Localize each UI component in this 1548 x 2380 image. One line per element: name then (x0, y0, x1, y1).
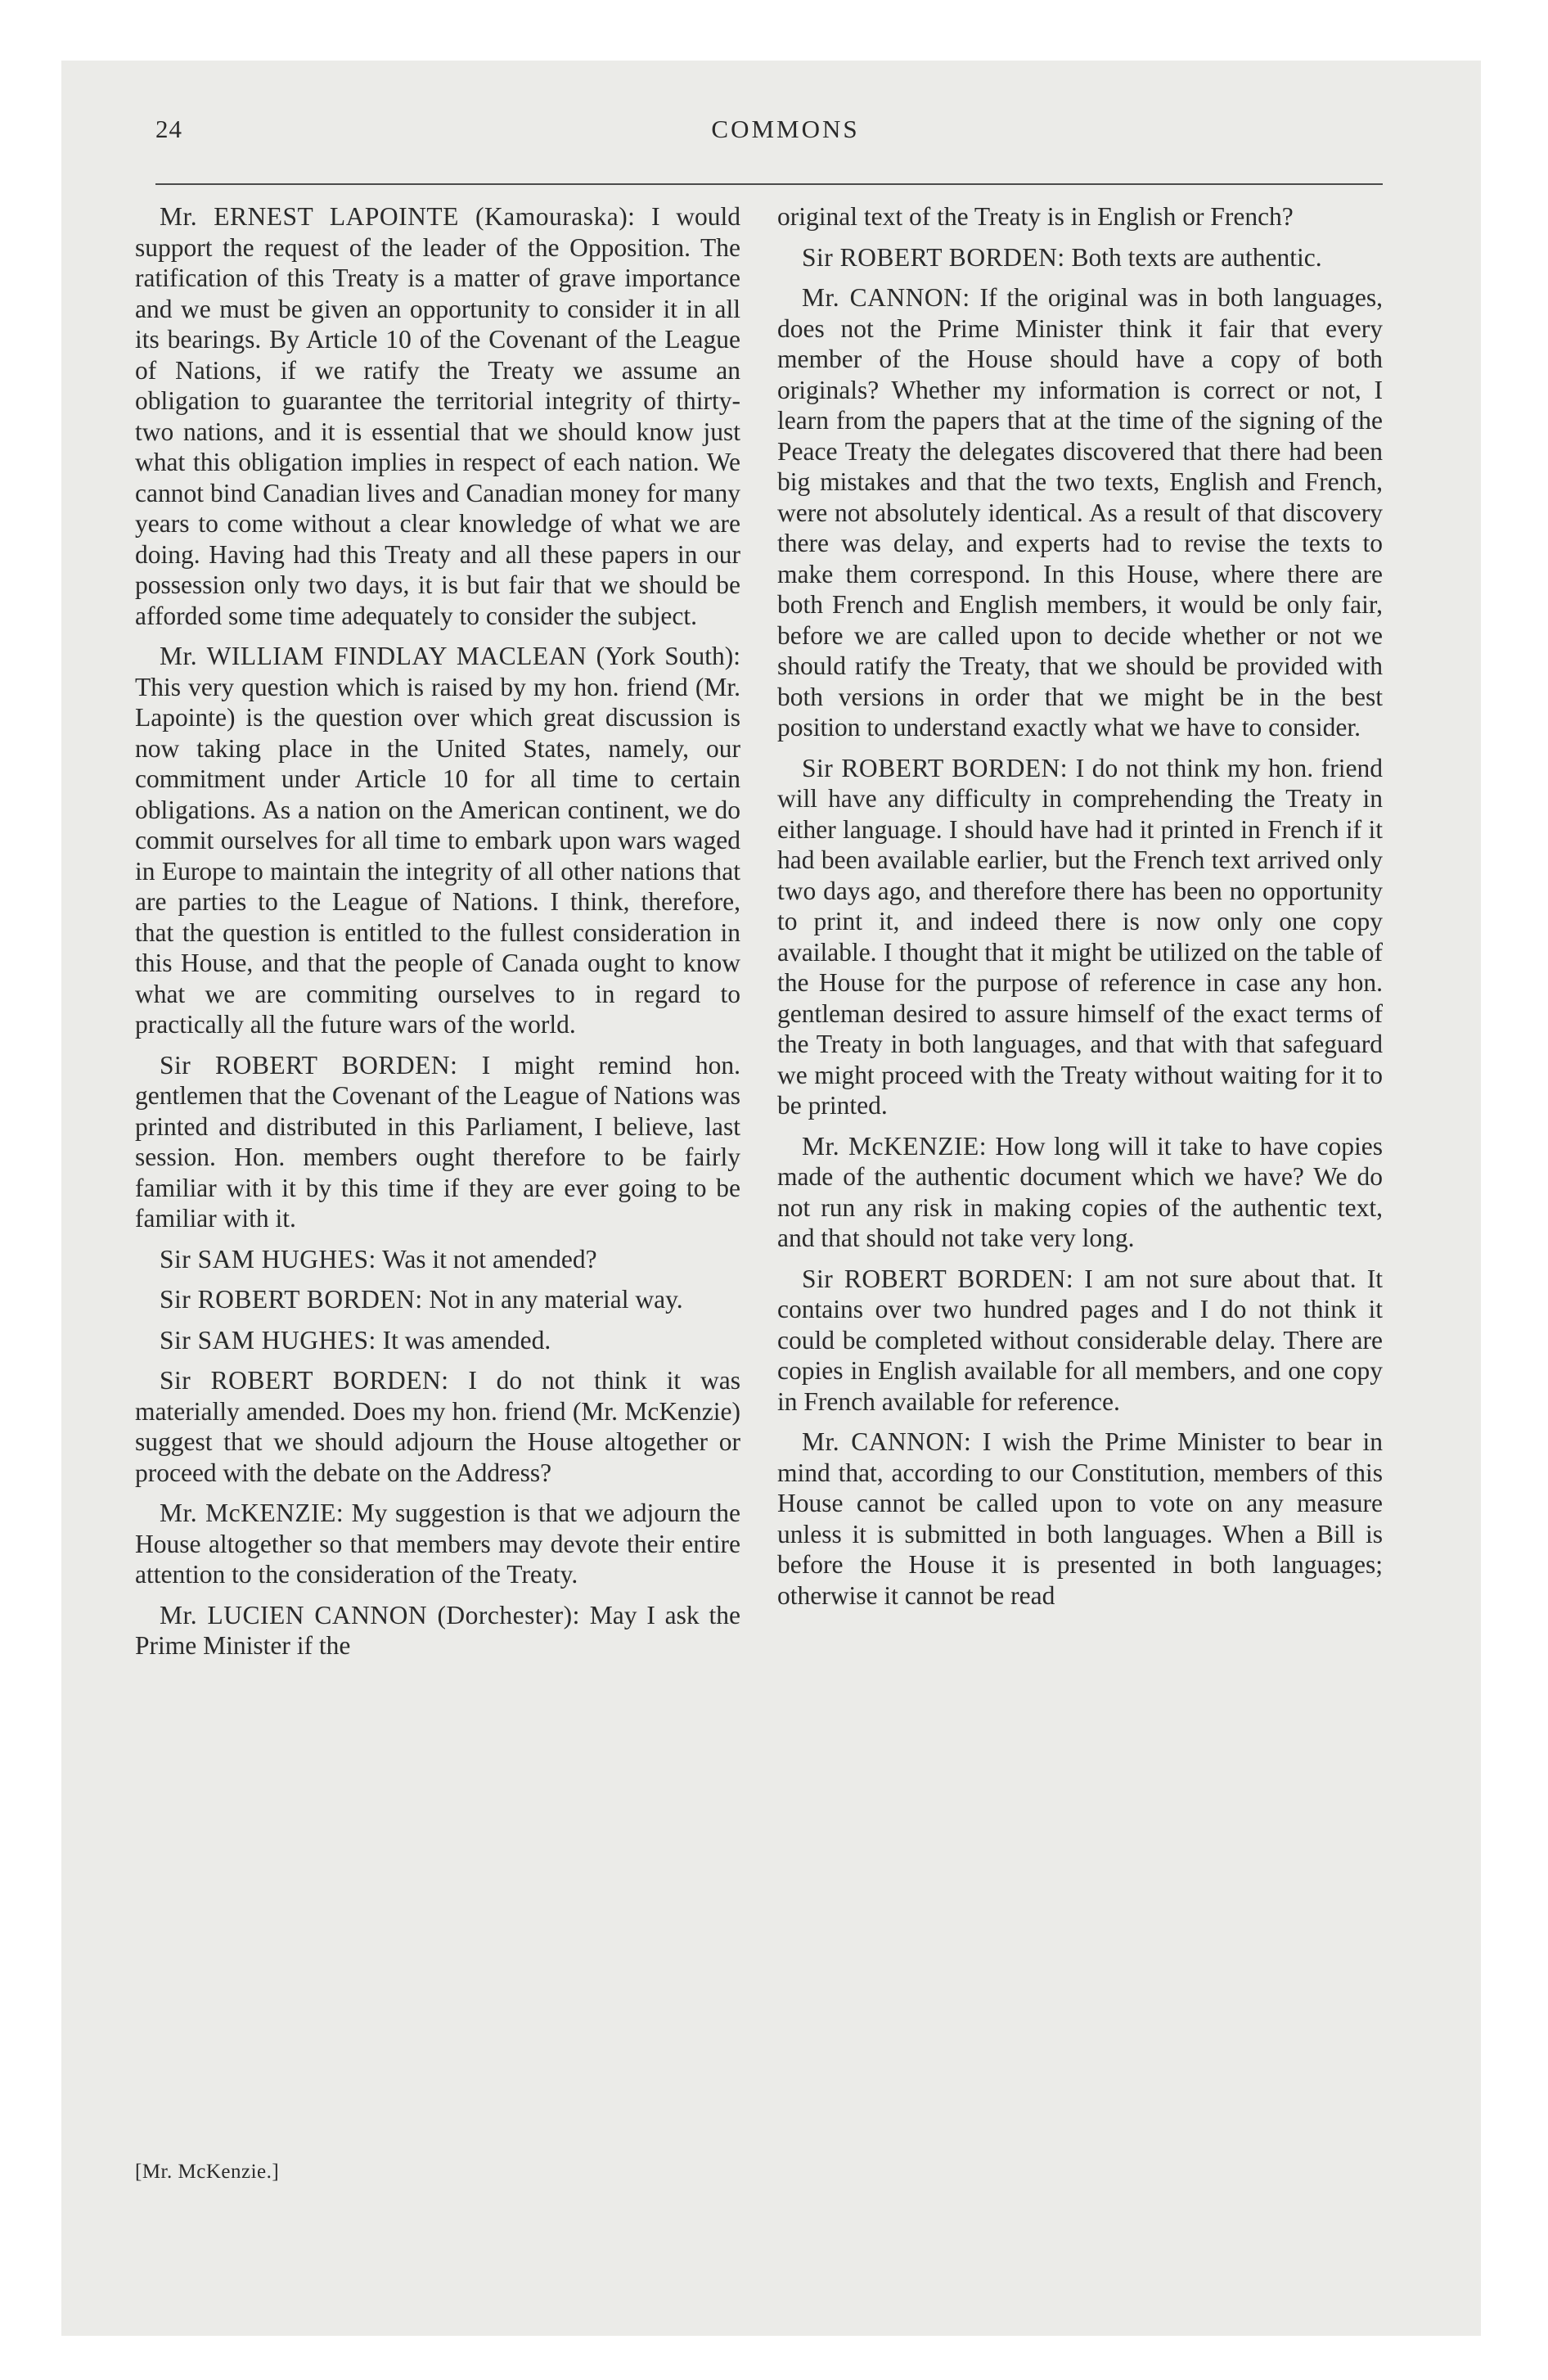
speech-text: Both texts are authentic. (1071, 242, 1322, 272)
header-rule (155, 183, 1383, 185)
speaker-name: Mr. McKENZIE: (160, 1499, 344, 1527)
paragraph (135, 1284, 740, 1315)
paragraph (777, 242, 1383, 273)
speech-text: original text of the Treaty is in English or French? (777, 202, 1294, 231)
speech-text: I wish the Prime Minister to bear in mind that, according to our Constitution, members of this House cannot be called upon to vote on any measure unless it is submitted in both languages. When a Bill is before the House it is presented in both languages; otherwise it cannot be read (777, 1427, 1384, 1610)
speaker-name: Mr. ERNEST LAPOINTE (Kamouraska): (160, 202, 636, 231)
paragraph (135, 641, 740, 1040)
speech-text: I would support the request of the leader of the Opposition. The ratification of this Treaty is a matter of grave importance and we must be given an opportunity to consider it in all its bearings. By Article 10 of the Covenant of the League of Nations, if we ratify the Treaty we assume an obligation to guarantee the territorial integrity of thirty-two nations, and it is essential that we should know just what this obligation implies in respect of each nation. We cannot bind Canadian lives and Canadian money for many years to come without a clear knowledge of what we are doing. Having had this Treaty and all these papers in our possession only two days, it is but fair that we should be afforded some time adequately to consider the subject. (135, 202, 740, 630)
running-head: COMMONS (711, 115, 860, 143)
speech-text: May I ask the Prime Minister if the (135, 1600, 740, 1660)
speech-text: I do not think my hon. friend will have any difficulty in comprehending the Treaty in either language. I should have had it printed in French if it had been available earlier, but the French text arrived only two days ago, and therefore there has been no opportunity to print it, and indeed there is now only one copy available. I thought that it might be utilized on the table of the House for the purpose of reference in case any hon. gentleman desired to assure himself of the exact terms of the Treaty in both languages, and that with that safeguard we might proceed with the Treaty without waiting for it to be printed. (777, 753, 1383, 1120)
speaker-name: Mr. CANNON: (802, 1427, 972, 1456)
paragraph (135, 1050, 740, 1234)
speech-text: How long will it take to have copies made of the authentic document which we have? We do not run any risk in making copies of the authentic text, and that should not take very long. (777, 1131, 1384, 1252)
speech-text: I might remind hon. gentlemen that the Covenant of the League of Nations was printed and distributed in this Parliament, I believe, last session. Hon. members ought therefore to be fairly familiar with it by this time if they are ever going to be familiar with it. (135, 1050, 741, 1233)
paragraph (777, 1264, 1383, 1418)
speech-text: I am not sure about that. It contains over two hundred pages and I do not think it could be completed without considerable delay. There are copies in English available for all members, and one copy in French available for reference. (777, 1264, 1383, 1416)
speaker-name: Sir ROBERT BORDEN: (802, 242, 1065, 272)
paragraph (777, 753, 1383, 1121)
paragraph (135, 1498, 740, 1590)
speaker-name: Mr. CANNON: (802, 283, 970, 312)
speaker-name: Sir ROBERT BORDEN: (802, 753, 1069, 782)
speaker-name: Sir ROBERT BORDEN: (160, 1050, 458, 1080)
speaker-name: Mr. LUCIEN CANNON (Dorchester): (160, 1600, 580, 1629)
paragraph (777, 201, 1383, 232)
left-column (135, 201, 740, 1671)
paragraph (135, 201, 740, 631)
speech-text: My suggestion is that we adjourn the House altogether so that members may devote their entire attention to the consideration of the Treaty. (135, 1499, 740, 1589)
speaker-name: Sir ROBERT BORDEN: (160, 1366, 449, 1395)
speech-text: (York South): This very question which is raised by my hon. friend (Mr. Lapointe) is the question over which great discussion is now taking place in the United States, namely, our commitment under Article 10 for all time to certain obligations. As a nation on the American continent, we do commit ourselves for all time to embark upon wars waged in Europe to maintain the integrity of all other nations that are parties to the League of Nations. I think, therefore, that the question is entitled to the fullest consideration in this House, and that the people of Canada ought to know what we are commiting ourselves to in regard to practically all the future wars of the world. (135, 642, 741, 1039)
speech-text: Was it not amended? (382, 1244, 597, 1273)
speech-text: If the original was in both languages, does not the Prime Minister think it fair that every member of the House should have a copy of both originals? Whether my information is correct or not, I learn from the papers that at the time of the signing of the Peace Treaty the delegates discovered that there had been big mistakes and that the two texts, English and French, were not absolutely identical. As a result of that discovery there was delay, and experts had to revise the texts to make them correspond. In this House, where there are both French and English members, it would be only fair, before we are called upon to decide whether or not we should ratify the Treaty, that we should be provided with both versions in order that we might be in the best position to understand exactly what we have to consider. (777, 283, 1384, 741)
paragraph (135, 1325, 740, 1356)
speaker-name: Mr. WILLIAM FINDLAY MACLEAN (160, 642, 587, 670)
right-column (777, 201, 1383, 1620)
speech-text: Not in any material way. (429, 1285, 683, 1314)
speaker-name: Mr. McKENZIE: (802, 1131, 988, 1161)
speaker-name: Sir ROBERT BORDEN: (802, 1264, 1074, 1293)
paragraph (777, 1131, 1383, 1254)
speech-text: It was amended. (382, 1325, 551, 1355)
paragraph (135, 1365, 740, 1488)
speaker-name: Sir SAM HUGHES: (160, 1325, 376, 1355)
page-header (155, 115, 1383, 156)
paragraph (777, 1427, 1383, 1611)
footer-reference: [Mr. McKenzie.] (135, 2161, 280, 2183)
speech-text: I do not think it was materially amended. Does my hon. friend (Mr. McKenzie) suggest that we should adjourn the House altogether or proceed with the debate on the Address? (135, 1366, 740, 1487)
page-number: 24 (155, 115, 182, 143)
speaker-name: Sir SAM HUGHES: (160, 1244, 376, 1273)
paragraph (135, 1244, 740, 1275)
speaker-name: Sir ROBERT BORDEN: (160, 1285, 423, 1314)
paragraph (777, 282, 1383, 743)
paragraph (135, 1600, 740, 1661)
